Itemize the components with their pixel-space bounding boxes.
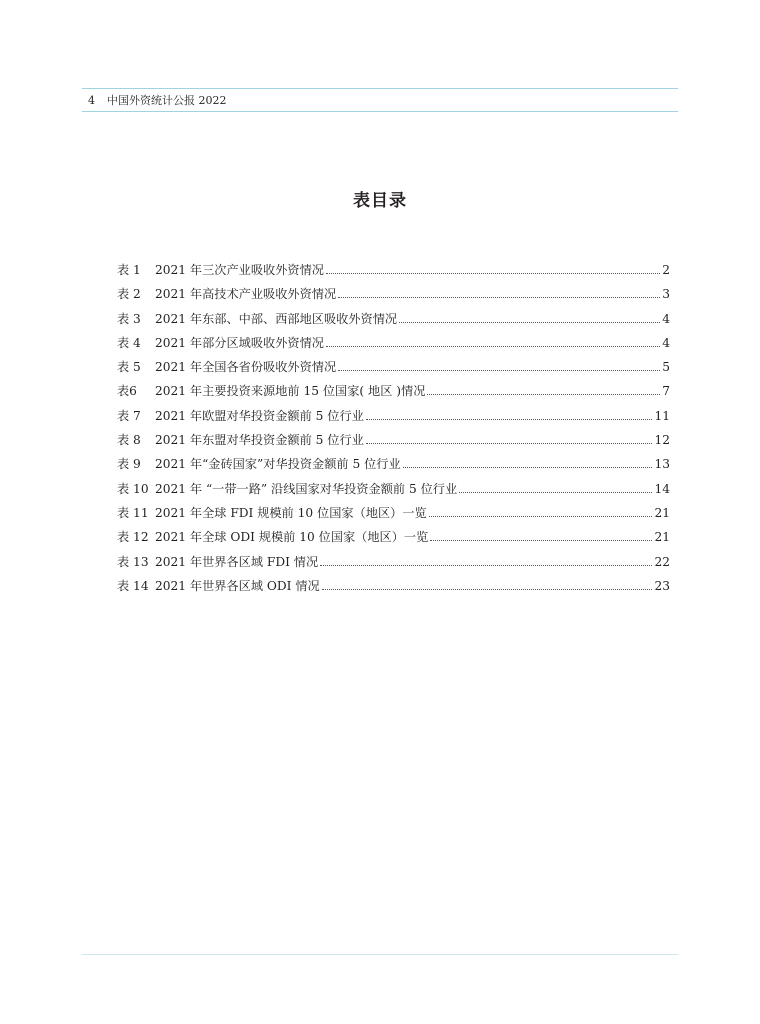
toc-entry-text: 2021 年 “一带一路” 沿线国家对华投资金额前 5 位行业 bbox=[155, 481, 458, 496]
toc-entry-page: 13 bbox=[654, 457, 670, 472]
dot-leader bbox=[430, 540, 652, 541]
toc-entry-page: 23 bbox=[654, 578, 670, 593]
toc-entry[interactable] bbox=[117, 382, 670, 406]
header-page-number: 4 bbox=[88, 93, 95, 107]
toc-entry-page: 3 bbox=[662, 287, 670, 302]
toc-entry-label: 表 2 bbox=[117, 287, 141, 302]
dot-leader bbox=[326, 273, 660, 274]
toc-entry-label: 表 3 bbox=[117, 311, 141, 326]
toc-entry-text: 2021 年主要投资来源地前 15 位国家( 地区 )情况 bbox=[155, 384, 426, 399]
toc-entry[interactable] bbox=[117, 455, 670, 479]
toc-entry-text: 2021 年东盟对华投资金额前 5 位行业 bbox=[155, 433, 364, 448]
toc-entry-label: 表 1 bbox=[117, 263, 141, 277]
dot-leader bbox=[429, 516, 653, 517]
toc-entry-label: 表 7 bbox=[117, 408, 141, 423]
toc-entry-label: 表 14 bbox=[117, 578, 149, 593]
toc-entry-page: 5 bbox=[662, 360, 670, 375]
footer-rule bbox=[82, 954, 678, 955]
toc-entry-text: 2021 年“金砖国家”对华投资金额前 5 位行业 bbox=[155, 457, 401, 472]
toc-entry-label: 表 5 bbox=[117, 360, 141, 375]
header-title: 中国外资统计公报 2022 bbox=[107, 94, 227, 107]
dot-leader bbox=[459, 492, 652, 493]
toc-entry[interactable] bbox=[117, 431, 670, 455]
toc-entry[interactable] bbox=[117, 528, 670, 552]
dot-leader bbox=[320, 565, 652, 566]
toc-entry-page: 11 bbox=[654, 408, 670, 423]
toc-entry[interactable] bbox=[117, 334, 670, 358]
toc-entry-page: 22 bbox=[654, 554, 670, 569]
toc-entry[interactable] bbox=[117, 577, 670, 601]
toc-entry[interactable] bbox=[117, 310, 670, 334]
toc-entry-text: 2021 年东部、中部、西部地区吸收外资情况 bbox=[155, 311, 398, 326]
toc-entry-text: 2021 年全球 ODI 规模前 10 位国家（地区）一览 bbox=[155, 530, 429, 545]
dot-leader bbox=[366, 443, 653, 444]
toc-entry-text: 2021 年世界各区域 FDI 情况 bbox=[155, 554, 319, 569]
dot-leader bbox=[403, 467, 653, 468]
toc-entry-page: 14 bbox=[654, 481, 670, 496]
toc-entry-page: 12 bbox=[654, 433, 670, 448]
toc-entry-page: 2 bbox=[662, 263, 670, 277]
toc-entry[interactable] bbox=[117, 480, 670, 504]
toc-entry[interactable] bbox=[117, 504, 670, 528]
dot-leader bbox=[338, 370, 660, 371]
toc-entry-text: 2021 年世界各区域 ODI 情况 bbox=[155, 578, 320, 593]
toc-entry-label: 表 11 bbox=[117, 505, 149, 520]
toc-entry-label: 表 12 bbox=[117, 530, 149, 545]
dot-leader bbox=[326, 346, 660, 347]
toc-entry-label: 表 13 bbox=[117, 554, 149, 569]
toc-entry-label: 表6 bbox=[117, 384, 137, 399]
toc-entry-page: 21 bbox=[654, 530, 670, 545]
toc-entry[interactable] bbox=[117, 553, 670, 577]
toc-entry[interactable] bbox=[117, 285, 670, 309]
toc-entry-text: 2021 年欧盟对华投资金额前 5 位行业 bbox=[155, 408, 364, 423]
toc-entry-text: 2021 年三次产业吸收外资情况 bbox=[155, 263, 324, 277]
dot-leader bbox=[427, 394, 660, 395]
toc-entry-text: 2021 年全国各省份吸收外资情况 bbox=[155, 360, 337, 375]
dot-leader bbox=[366, 419, 653, 420]
toc-entry-page: 4 bbox=[662, 311, 670, 326]
toc-entry-label: 表 9 bbox=[117, 457, 141, 472]
toc-entry-page: 7 bbox=[662, 384, 670, 399]
running-header bbox=[82, 88, 678, 112]
toc-entry-label: 表 8 bbox=[117, 433, 141, 448]
toc-entry-label: 表 4 bbox=[117, 335, 141, 350]
toc-entry-text: 2021 年高技术产业吸收外资情况 bbox=[155, 287, 337, 302]
toc-entry[interactable] bbox=[117, 407, 670, 431]
dot-leader bbox=[399, 322, 660, 323]
table-of-contents bbox=[117, 261, 670, 601]
dot-leader bbox=[322, 589, 653, 590]
toc-entry-label: 表 10 bbox=[117, 481, 149, 496]
toc-entry[interactable] bbox=[117, 261, 670, 285]
toc-title: 表目录 bbox=[353, 191, 407, 211]
toc-entry-text: 2021 年全球 FDI 规模前 10 位国家（地区）一览 bbox=[155, 505, 427, 520]
toc-entry-page: 4 bbox=[662, 335, 670, 350]
toc-entry-text: 2021 年部分区域吸收外资情况 bbox=[155, 335, 324, 350]
toc-entry-page: 21 bbox=[654, 505, 670, 520]
dot-leader bbox=[338, 297, 660, 298]
toc-entry[interactable] bbox=[117, 358, 670, 382]
